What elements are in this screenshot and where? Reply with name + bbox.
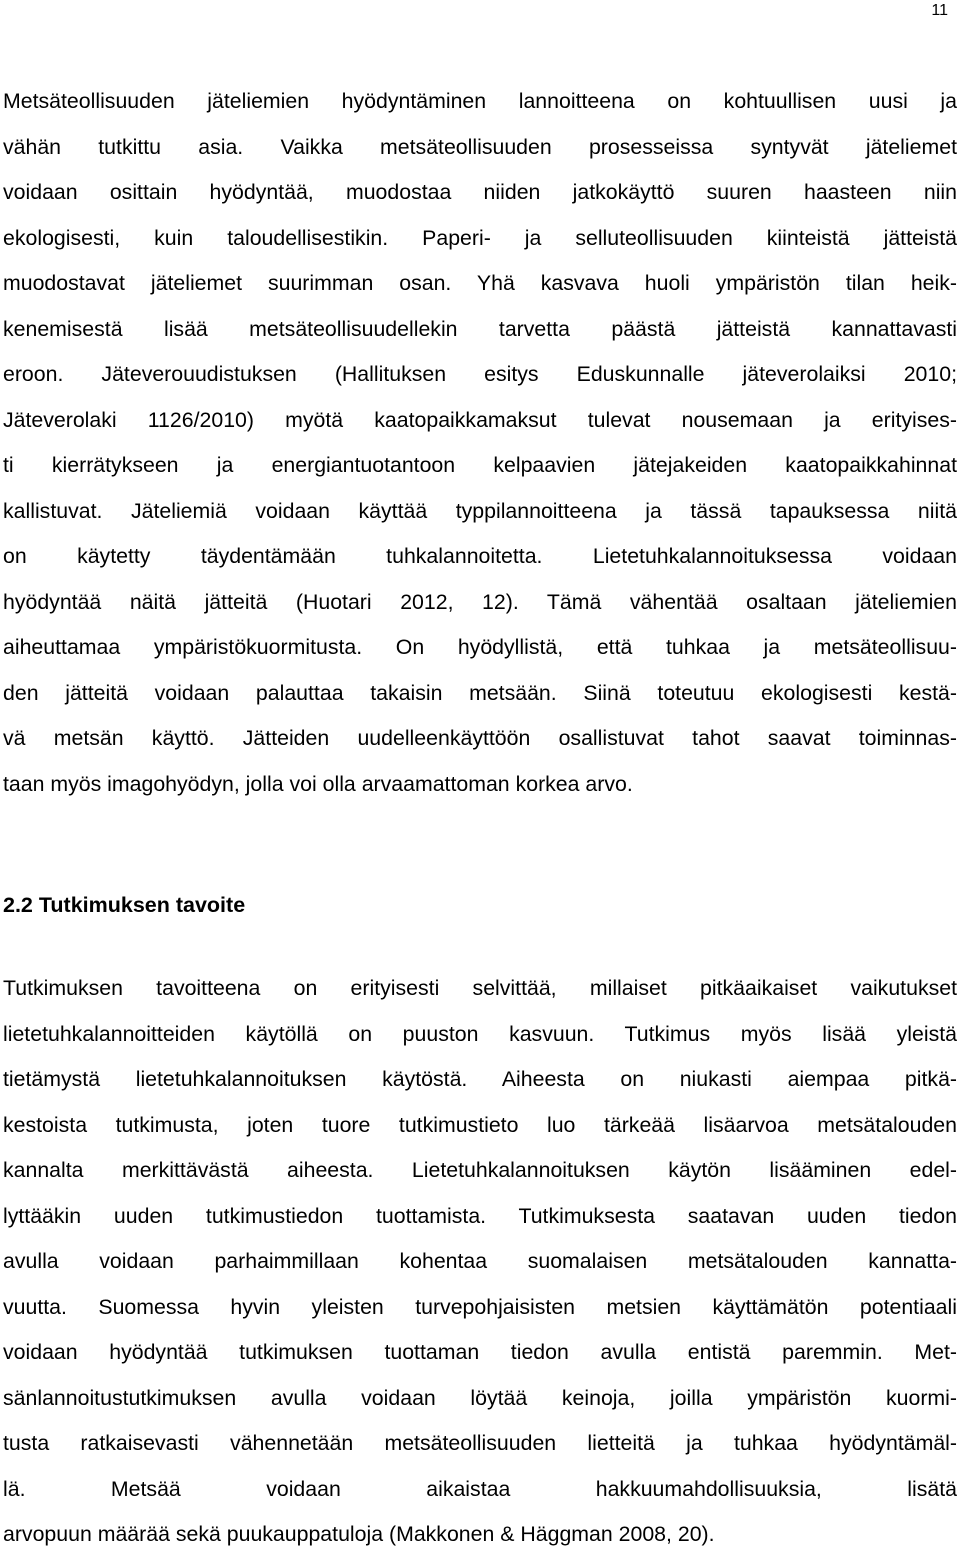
paragraph-goal (3, 966, 957, 1558)
text-line: kenemisestä lisää metsäteollisuudellekin tarvetta päästä jätteistä kannattavasti (3, 316, 957, 341)
text-line: lyttääkin uuden tutkimustiedon tuottamista. Tutkimuksesta saatavan uuden tiedon (3, 1203, 957, 1228)
text-line: on käytetty täydentämään tuhkalannoitetta. Lietetuhkalannoituksessa voidaan (3, 544, 957, 568)
page-number: 11 (931, 2, 948, 19)
text-line: hyödyntää näitä jätteitä (Huotari 2012, 12). Tämä vähentää osaltaan jäteliemien (3, 589, 957, 614)
text-line: lä. Metsää voidaan aikaistaa hakkuumahdollisuuksia, lisätä (3, 1476, 957, 1501)
text-line: lietetuhkalannoitteiden käytöllä on puuston kasvuun. Tutkimus myös lisää yleistä (3, 1021, 957, 1046)
text-line: sänlannoitustutkimuksen avulla voidaan löytää keinoja, joilla ympäristön kuormi- (3, 1385, 957, 1410)
text-line: tietämystä lietetuhkalannoituksen käytöstä. Aiheesta on niukasti aiempaa pitkä- (3, 1067, 957, 1091)
text-line: arvopuun määrää sekä puukauppatuloja (Makkonen & Häggman 2008, 20). (3, 1522, 715, 1546)
text-line: den jätteitä voidaan palauttaa takaisin metsään. Siinä toteutuu ekologisesti kestä- (3, 680, 957, 705)
text-line: vähän tutkittu asia. Vaikka metsäteollisuuden prosesseissa syntyvät jäteliemet (3, 134, 957, 159)
text-line: kestoista tutkimusta, joten tuore tutkimustieto luo tärkeää lisäarvoa metsätalouden (3, 1112, 957, 1137)
text-line: Jäteverolaki 1126/2010) myötä kaatopaikkamaksut tulevat nousemaan ja erityises- (3, 407, 957, 432)
text-line: aiheuttamaa ympäristökuormitusta. On hyödyllistä, että tuhkaa ja metsäteollisuu- (3, 635, 957, 659)
text-line: voidaan osittain hyödyntää, muodostaa niiden jatkokäyttö suuren haasteen niin (3, 180, 957, 204)
section-heading: 2.2 Tutkimuksen tavoite (3, 893, 246, 917)
text-line: voidaan hyödyntää tutkimuksen tuottaman tiedon avulla entistä paremmin. Met- (3, 1340, 957, 1364)
text-line: avulla voidaan parhaimmillaan kohentaa suomalaisen metsätalouden kannatta- (3, 1249, 957, 1273)
text-line: ekologisesti, kuin taloudellisestikin. Paperi- ja selluteollisuuden kiinteistä jätteistä (3, 225, 957, 250)
text-line: vuutta. Suomessa hyvin yleisten turvepohjaisisten metsien käyttämätön potentiaali (3, 1294, 957, 1319)
paragraph-intro (3, 79, 957, 807)
text-line: eroon. Jäteverouudistuksen (Hallituksen esitys Eduskunnalle jäteverolaiksi 2010; (3, 362, 957, 386)
text-line: muodostavat jäteliemet suurimman osan. Yhä kasvava huoli ympäristön tilan heik- (3, 271, 957, 295)
text-line: kallistuvat. Jäteliemiä voidaan käyttää typpilannoitteena ja tässä tapauksessa niitä (3, 498, 957, 523)
text-line: tusta ratkaisevasti vähennetään metsäteollisuuden lietteitä ja tuhkaa hyödyntämäl- (3, 1431, 957, 1455)
text-line: Tutkimuksen tavoitteena on erityisesti selvittää, millaiset pitkäaikaiset vaikutukset (3, 976, 957, 1000)
text-line: Metsäteollisuuden jäteliemien hyödyntäminen lannoitteena on kohtuullisen uusi ja (3, 89, 957, 113)
text-line: taan myös imagohyödyn, jolla voi olla arvaamattoman korkea arvo. (3, 771, 633, 796)
text-line: kannalta merkittävästä aiheesta. Lietetuhkalannoituksen käytön lisääminen edel- (3, 1158, 957, 1182)
text-line: ti kierrätykseen ja energiantuotantoon kelpaavien jätejakeiden kaatopaikkahinnat (3, 453, 957, 477)
text-line: vä metsän käyttö. Jätteiden uudelleenkäyttöön osallistuvat tahot saavat toiminnas- (3, 726, 957, 750)
